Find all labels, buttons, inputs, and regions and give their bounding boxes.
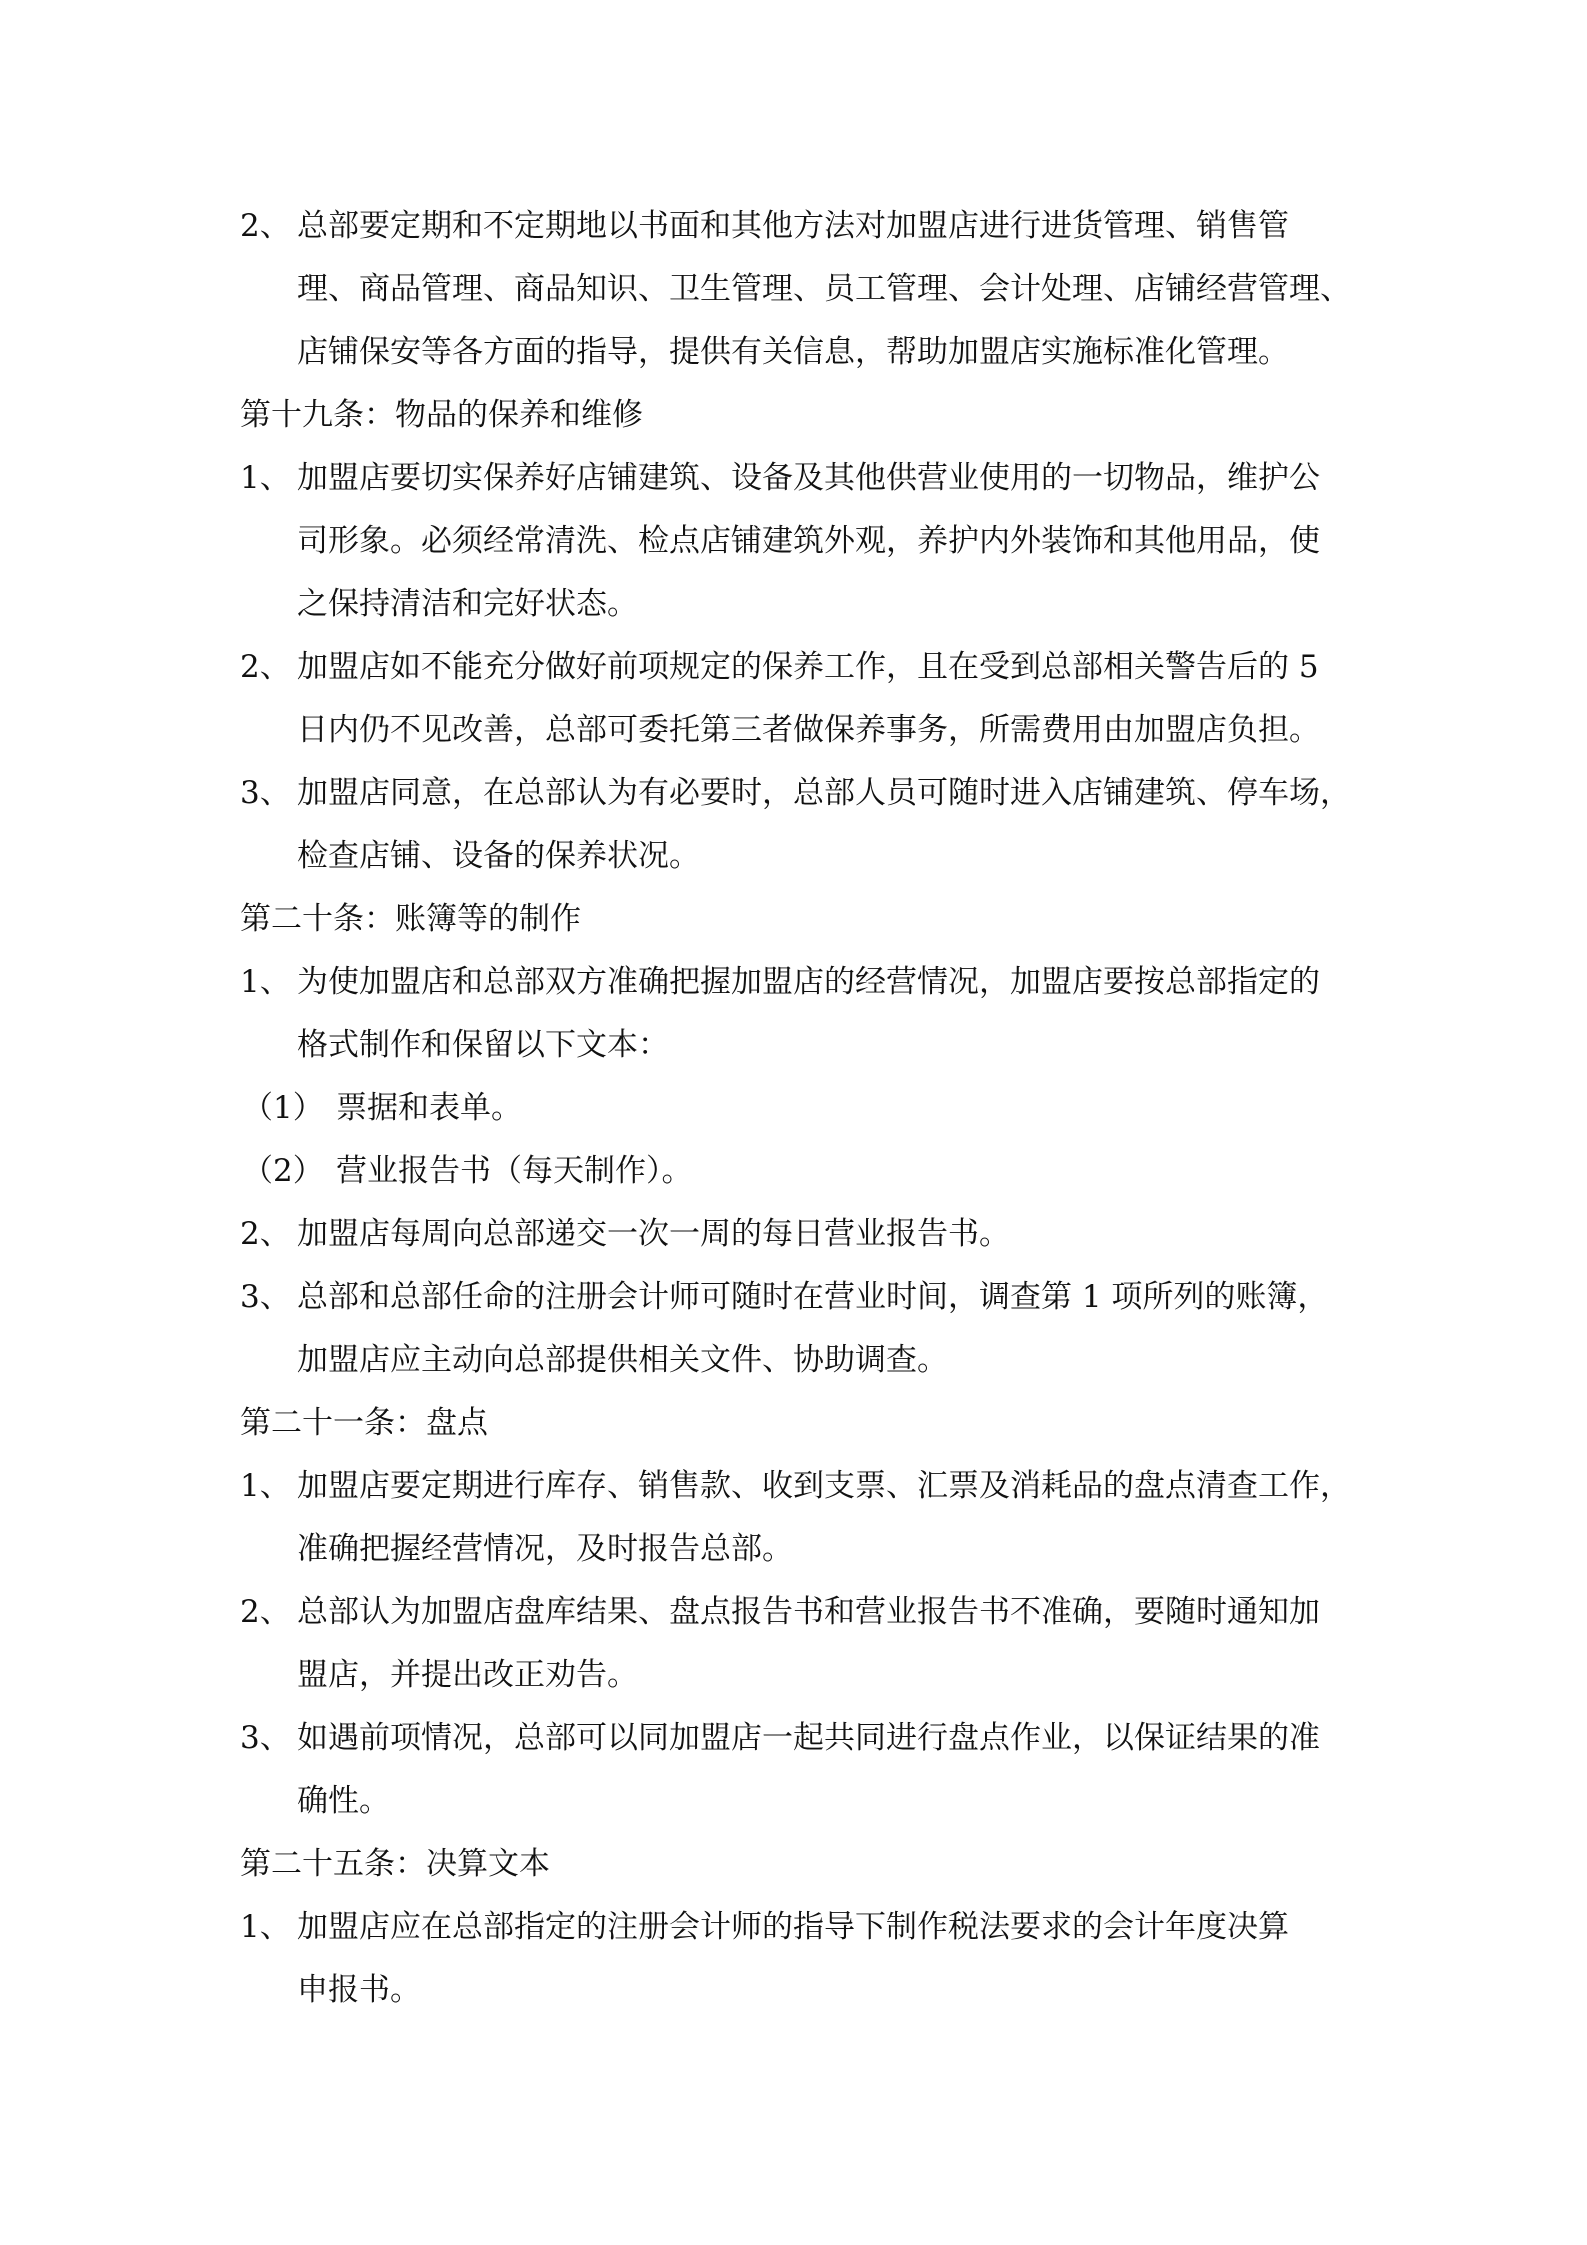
sub-item-text: 票据和表单。 xyxy=(336,1090,522,1126)
item-text-line: 日内仍不见改善，总部可委托第三者做保养事务，所需费用由加盟店负担。 xyxy=(297,712,1320,748)
item-number: 3、 xyxy=(240,775,291,811)
section-heading: 第十九条：物品的保养和维修 xyxy=(240,397,643,433)
numbered-item xyxy=(240,1203,1360,1266)
document-body xyxy=(240,195,1360,2022)
item-text-line: 加盟店应主动向总部提供相关文件、协助调查。 xyxy=(297,1342,948,1378)
sub-list-item xyxy=(240,1140,1360,1203)
item-text-line: 为使加盟店和总部双方准确把握加盟店的经营情况，加盟店要按总部指定的 xyxy=(297,964,1320,1000)
item-text-line: 加盟店每周向总部递交一次一周的每日营业报告书。 xyxy=(297,1216,1010,1252)
numbered-item xyxy=(240,447,1360,636)
numbered-item xyxy=(240,1896,1360,2022)
item-number: 3、 xyxy=(240,1720,291,1756)
section-heading: 第二十五条：决算文本 xyxy=(240,1846,550,1882)
sub-item-text: 营业报告书（每天制作）。 xyxy=(336,1153,693,1189)
item-text-line: 加盟店同意，在总部认为有必要时，总部人员可随时进入店铺建筑、停车场， xyxy=(297,775,1351,811)
item-number: 3、 xyxy=(240,1279,291,1315)
item-text-line: 确性。 xyxy=(297,1783,390,1819)
item-text-line: 理、商品管理、商品知识、卫生管理、员工管理、会计处理、店铺经营管理、 xyxy=(297,271,1351,307)
item-text-line: 准确把握经营情况，及时报告总部。 xyxy=(297,1531,793,1567)
numbered-item xyxy=(240,762,1360,888)
item-number: 1、 xyxy=(240,460,291,496)
sub-item-number: （2） xyxy=(242,1153,324,1189)
item-text-line: 加盟店如不能充分做好前项规定的保养工作，且在受到总部相关警告后的 5 xyxy=(297,649,1319,685)
sub-item-number: （1） xyxy=(242,1090,324,1126)
numbered-item xyxy=(240,1581,1360,1707)
item-number: 1、 xyxy=(240,1909,291,1945)
item-number: 1、 xyxy=(240,964,291,1000)
item-number: 2、 xyxy=(240,649,291,685)
item-text-line: 格式制作和保留以下文本： xyxy=(297,1027,669,1063)
item-text-line: 盟店，并提出改正劝告。 xyxy=(297,1657,638,1693)
item-text-line: 申报书。 xyxy=(297,1972,421,2008)
item-text-line: 总部和总部任命的注册会计师可随时在营业时间，调查第 1 项所列的账簿， xyxy=(297,1279,1329,1315)
item-number: 1、 xyxy=(240,1468,291,1504)
item-text-line: 之保持清洁和完好状态。 xyxy=(297,586,638,622)
numbered-item xyxy=(240,1455,1360,1581)
numbered-item xyxy=(240,636,1360,762)
numbered-item xyxy=(240,195,1360,384)
item-text-line: 司形象。必须经常清洗、检点店铺建筑外观，养护内外装饰和其他用品，使 xyxy=(297,523,1320,559)
item-number: 2、 xyxy=(240,208,291,244)
sub-list-item xyxy=(240,1077,1360,1140)
numbered-item xyxy=(240,1707,1360,1833)
item-text-line: 加盟店要定期进行库存、销售款、收到支票、汇票及消耗品的盘点清查工作， xyxy=(297,1468,1351,1504)
item-text-line: 店铺保安等各方面的指导，提供有关信息，帮助加盟店实施标准化管理。 xyxy=(297,334,1289,370)
numbered-item xyxy=(240,951,1360,1077)
section-heading: 第二十一条：盘点 xyxy=(240,1405,488,1441)
item-text-line: 加盟店应在总部指定的注册会计师的指导下制作税法要求的会计年度决算 xyxy=(297,1909,1289,1945)
item-number: 2、 xyxy=(240,1594,291,1630)
numbered-item xyxy=(240,1266,1360,1392)
item-text-line: 总部认为加盟店盘库结果、盘点报告书和营业报告书不准确，要随时通知加 xyxy=(297,1594,1320,1630)
item-text-line: 如遇前项情况，总部可以同加盟店一起共同进行盘点作业，以保证结果的准 xyxy=(297,1720,1320,1756)
item-number: 2、 xyxy=(240,1216,291,1252)
item-text-line: 总部要定期和不定期地以书面和其他方法对加盟店进行进货管理、销售管 xyxy=(297,208,1289,244)
item-text-line: 检查店铺、设备的保养状况。 xyxy=(297,838,700,874)
section-heading: 第二十条：账簿等的制作 xyxy=(240,901,581,937)
item-text-line: 加盟店要切实保养好店铺建筑、设备及其他供营业使用的一切物品，维护公 xyxy=(297,460,1320,496)
